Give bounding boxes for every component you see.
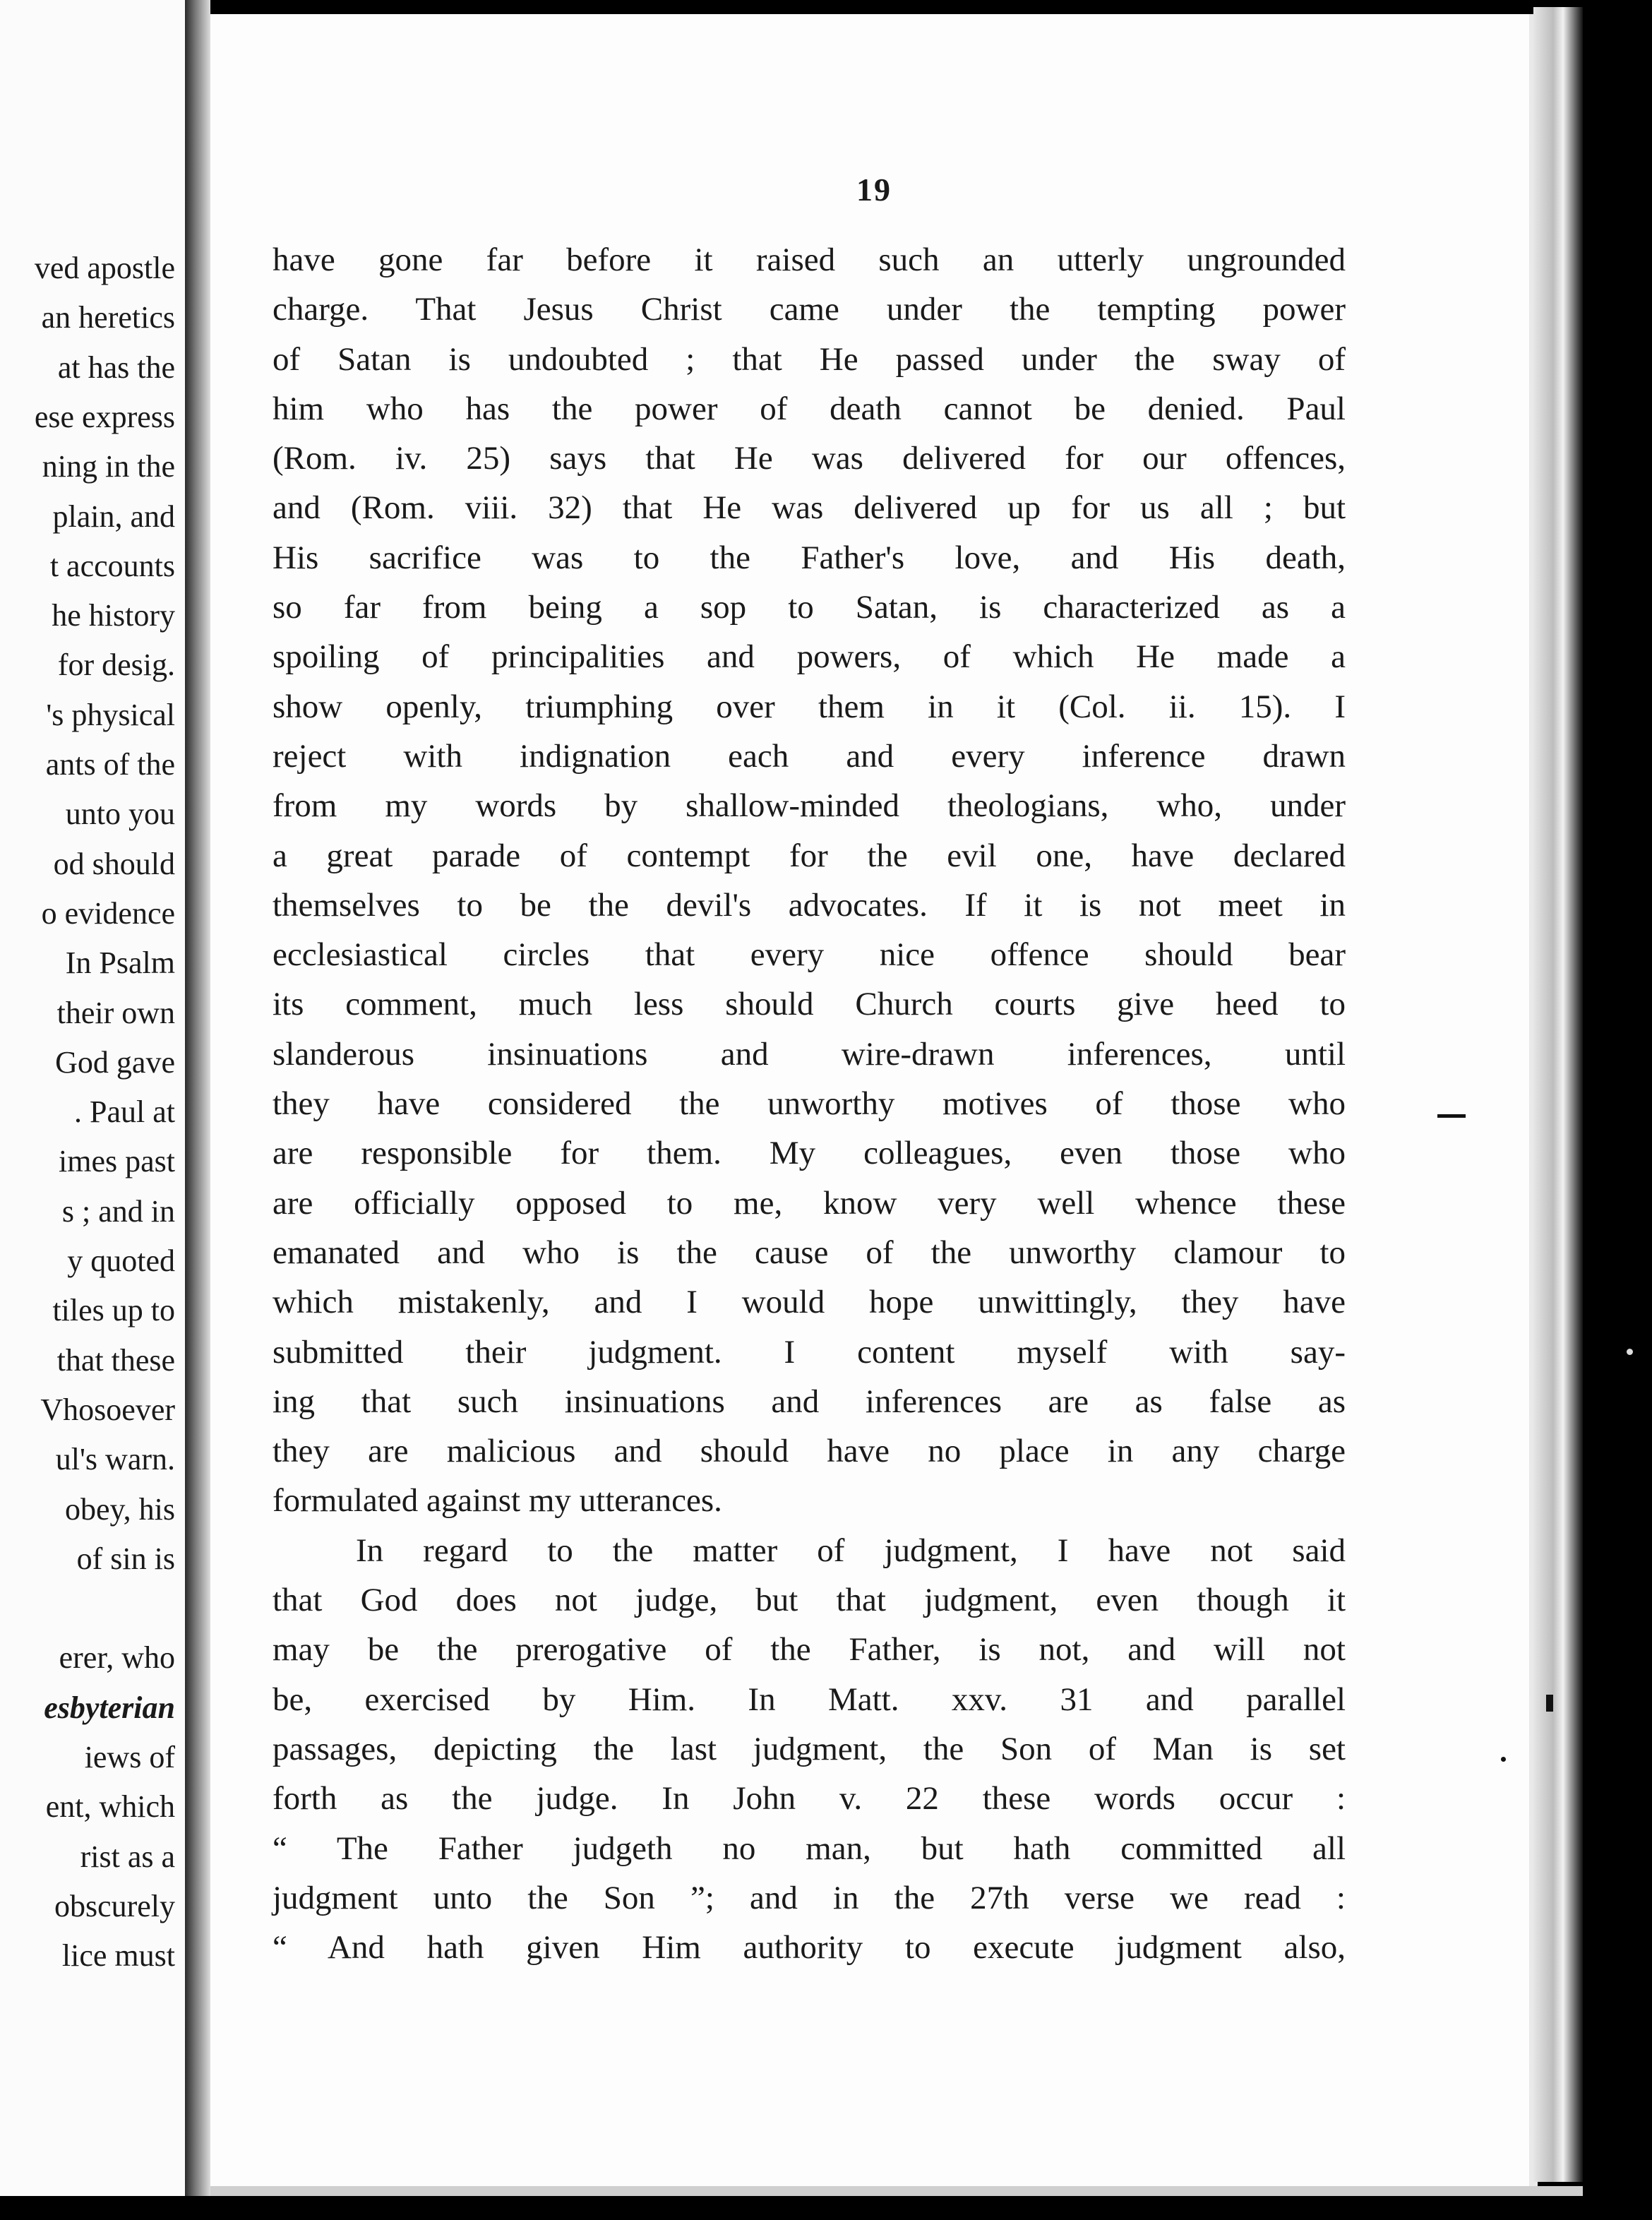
facing-page-line: ul's warn. — [55, 1442, 175, 1477]
facing-page-line: God gave — [55, 1044, 175, 1080]
facing-page-line: s ; and in — [61, 1193, 175, 1229]
scan-mark — [1437, 1114, 1466, 1118]
text-line: are responsible for them. My colleagues, even those who — [273, 1135, 1346, 1172]
facing-page-line: that these — [56, 1342, 175, 1378]
facing-page-line: unto you — [65, 796, 175, 832]
facing-page-line: . Paul at — [74, 1094, 175, 1130]
facing-page-line: of sin is — [76, 1541, 175, 1576]
text-line: ecclesiastical circles that every nice offence should bear — [273, 936, 1346, 974]
page-bottom-edge — [210, 2186, 1583, 2196]
facing-page-line: iews of — [84, 1740, 175, 1774]
text-line: be, exercised by Him. In Matt. xxv. 31 and parallel — [273, 1681, 1346, 1718]
body-text — [273, 235, 1346, 1972]
text-line: may be the prerogative of the Father, is not, and will not — [273, 1631, 1346, 1669]
text-line: spoiling of principalities and powers, of which He made a — [273, 638, 1346, 676]
text-line: reject with indignation each and every inference drawn — [273, 737, 1346, 775]
facing-page-line: ent, which — [45, 1789, 175, 1825]
text-line: emanated and who is the cause of the unworthy clamour to — [273, 1234, 1346, 1271]
text-line: and (Rom. viii. 32) that He was delivered up for us all ; but — [273, 489, 1346, 527]
text-line: submitted their judgment. I content myself with say- — [273, 1333, 1346, 1371]
facing-page-line: esbyterian — [44, 1690, 175, 1725]
facing-page-line: at has the — [57, 350, 175, 385]
text-line: him who has the power of death cannot be denied. Paul — [273, 390, 1346, 427]
text-line: its comment, much less should Church courts give heed to — [273, 986, 1346, 1023]
text-line: “ The Father judgeth no man, but hath committed all — [273, 1830, 1346, 1867]
text-line: “ And hath given Him authority to execute judgment also, — [273, 1929, 1346, 1967]
text-line: charge. That Jesus Christ came under the tempting power — [273, 291, 1346, 328]
facing-page-line: rist as a — [80, 1839, 175, 1874]
scan-mark — [1627, 1349, 1633, 1355]
facing-page-fragment — [0, 0, 185, 2196]
facing-page-line: ese express — [34, 399, 175, 434]
text-line: they are malicious and should have no place in any charge — [273, 1433, 1346, 1470]
facing-page-line: an heretics — [41, 300, 175, 335]
facing-page-line: Vhosoever — [40, 1392, 175, 1427]
paragraph — [273, 1526, 1346, 1973]
text-line: In regard to the matter of judgment, I have not said — [356, 1532, 1346, 1569]
facing-page-line: obey, his — [64, 1491, 175, 1527]
facing-page-line: plain, and — [52, 499, 175, 534]
text-line: slanderous insinuations and wire-drawn inferences, until — [273, 1035, 1346, 1073]
text-line: His sacrifice was to the Father's love, and His death, — [273, 539, 1346, 576]
text-line: which mistakenly, and I would hope unwittingly, they have — [273, 1284, 1346, 1321]
facing-page-line: ants of the — [45, 747, 175, 782]
text-line: that God does not judge, but that judgment, even though it — [273, 1582, 1346, 1619]
page-number: 19 — [856, 172, 892, 208]
facing-page-line: In Psalm — [65, 945, 175, 981]
facing-page-line: their own — [56, 995, 175, 1030]
text-line: (Rom. iv. 25) says that He was delivered for our offences, — [273, 440, 1346, 477]
text-line: passages, depicting the last judgment, the Son of Man is set — [273, 1730, 1346, 1767]
facing-page-line: o evidence — [41, 895, 175, 931]
text-line: themselves to be the devil's advocates. If it is not meet in — [273, 886, 1346, 924]
facing-page-line: y quoted — [67, 1243, 175, 1278]
facing-page-line: imes past — [59, 1144, 175, 1179]
facing-page-line: t accounts — [49, 548, 175, 583]
facing-page-line: tiles up to — [52, 1293, 175, 1328]
facing-page-line: he history — [52, 598, 175, 633]
text-line: show openly, triumphing over them in it (Col. ii. 15). I — [273, 688, 1346, 725]
page-gutter — [185, 0, 210, 2196]
facing-page-line: od should — [53, 846, 175, 881]
paragraph — [273, 235, 1346, 1526]
facing-page-line: for desig. — [57, 648, 175, 683]
text-line: are officially opposed to me, know very well whence these — [273, 1184, 1346, 1222]
text-line: ing that such insinuations and inferences are as false as — [273, 1383, 1346, 1420]
facing-page-line: erer, who — [59, 1640, 175, 1676]
facing-page-line: 's physical — [46, 697, 175, 732]
text-line: a great parade of contempt for the evil one, have declared — [273, 837, 1346, 874]
facing-page-line: lice must — [61, 1938, 175, 1974]
text-line: they have considered the unworthy motives of those who — [273, 1085, 1346, 1123]
facing-page-line: ved apostle — [34, 251, 175, 285]
facing-page-line: obscurely — [54, 1888, 175, 1923]
scan-mark — [1546, 1695, 1553, 1712]
page-edge — [1533, 7, 1583, 2182]
facing-page-line: ning in the — [42, 449, 175, 484]
text-line: formulated against my utterances. — [273, 1482, 722, 1520]
scan-mark — [1501, 1757, 1506, 1762]
text-line: forth as the judge. In John v. 22 these words occur : — [273, 1780, 1346, 1818]
text-line: so far from being a sop to Satan, is characterized as a — [273, 589, 1346, 626]
text-line: from my words by shallow-minded theologians, who, under — [273, 787, 1346, 825]
text-line: have gone far before it raised such an utterly ungrounded — [273, 241, 1346, 278]
text-line: judgment unto the Son ”; and in the 27th verse we read : — [273, 1879, 1346, 1916]
text-line: of Satan is undoubted ; that He passed under the sway of — [273, 340, 1346, 378]
